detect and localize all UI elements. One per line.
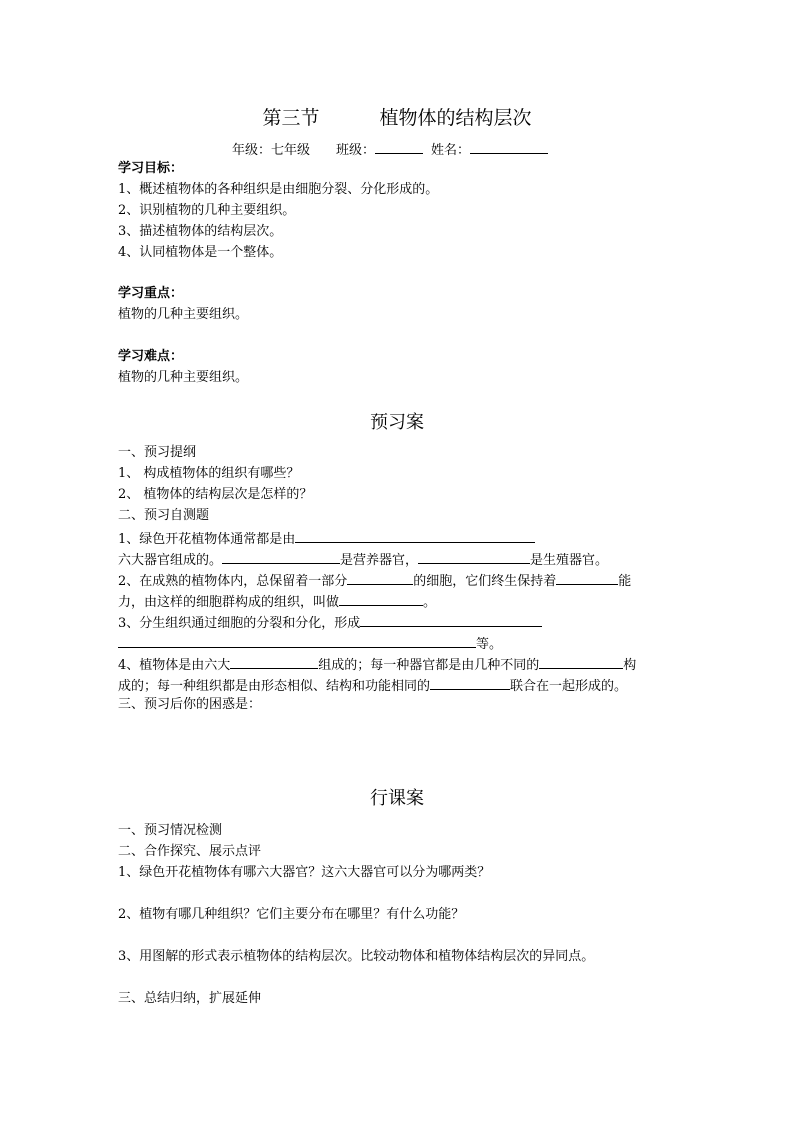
self-test-text: 1、绿色开花植物体通常都是由 [118,532,296,547]
outline-question: 1、 构成植物体的组织有哪些？ [118,466,300,481]
goal-item: 3、描述植物体的结构层次。 [118,224,283,239]
answer-blank[interactable] [118,634,476,648]
class-blank[interactable] [375,140,423,154]
self-test-text: 成的；每一种组织都是由形态相似、结构和功能相同的 [118,679,431,694]
self-test-item-3 [118,613,542,632]
lesson-heading: 行课案 [370,788,424,809]
goal-item: 1、概述植物体的各种组织是由细胞分裂、分化形成的。 [118,182,439,197]
answer-blank[interactable] [295,529,535,543]
difficulty-text: 植物的几种主要组织。 [118,370,249,385]
answer-blank[interactable] [360,613,542,627]
self-test-text: 联合在一起形成的。 [510,679,628,694]
goals-heading: 学习目标： [118,161,184,176]
class-label: 班级： [336,143,376,158]
answer-blank[interactable] [222,550,340,564]
name-label: 姓名： [431,143,471,158]
section-number: 第三节 [262,107,320,129]
goal-item: 2、识别植物的几种主要组织。 [118,203,296,218]
answer-blank[interactable] [347,571,413,585]
lesson-section: 二、合作探究、展示点评 [118,844,262,859]
self-test-item-2-cont [118,592,436,611]
self-test-item-4-cont [118,676,627,695]
self-test-item-4 [118,655,636,674]
answer-blank[interactable] [339,592,423,606]
self-test-text: 2、在成熟的植物体内，总保留着一部分 [118,574,348,589]
self-test-text: 3、分生组织通过细胞的分裂和分化，形成 [118,616,361,631]
answer-blank[interactable] [430,676,510,690]
lesson-section: 一、预习情况检测 [118,823,223,838]
self-test-text: 组成的；每一种器官都是由几种不同的 [318,658,540,673]
self-test-text: 构 [623,658,637,673]
answer-blank[interactable] [418,550,530,564]
self-test-item-2 [118,571,631,590]
self-test-text: 六大器官组成的。 [118,553,223,568]
answer-blank[interactable] [539,655,623,669]
lesson-section: 三、总结归纳，扩展延伸 [118,991,262,1006]
self-test-item-3-cont [118,634,502,653]
grade-label: 年级：七年级 [232,143,311,158]
self-test-item-1-cont [118,550,608,569]
lesson-question: 3、用图解的形式表示植物体的结构层次。比较动物体和植物体结构层次的异同点。 [118,949,595,964]
student-info-row [232,140,548,159]
self-test-text: 是营养器官， [340,553,419,568]
answer-blank[interactable] [230,655,318,669]
goal-item: 4、认同植物体是一个整体。 [118,245,283,260]
outline-question: 2、 植物体的结构层次是怎样的？ [118,487,313,502]
self-test-text: 能 [618,574,632,589]
self-test-text: 是生殖器官。 [530,553,609,568]
self-test-text: 力，由这样的细胞群构成的组织，叫做 [118,595,340,610]
lesson-question: 1、绿色开花植物体有哪六大器官？这六大器官可以分为哪两类？ [118,865,491,880]
self-test-heading: 二、预习自测题 [118,508,210,523]
name-blank[interactable] [470,140,548,154]
doubts-heading: 三、预习后你的困惑是： [118,697,262,712]
self-test-text: 等。 [476,637,503,652]
preview-heading: 预习案 [370,412,424,433]
lesson-title: 植物体的结构层次 [379,107,532,129]
self-test-text: 的细胞，它们终生保持着 [413,574,557,589]
outline-heading: 一、预习提纲 [118,445,197,460]
self-test-text: 4、植物体是由六大 [118,658,231,673]
self-test-item-1 [118,529,535,548]
page-title [0,106,794,130]
difficulty-heading: 学习难点： [118,349,184,364]
answer-blank[interactable] [556,571,618,585]
key-point-text: 植物的几种主要组织。 [118,307,249,322]
self-test-text: 。 [423,595,437,610]
key-point-heading: 学习重点： [118,286,184,301]
lesson-question: 2、植物有哪几种组织？它们主要分布在哪里？有什么功能？ [118,907,465,922]
